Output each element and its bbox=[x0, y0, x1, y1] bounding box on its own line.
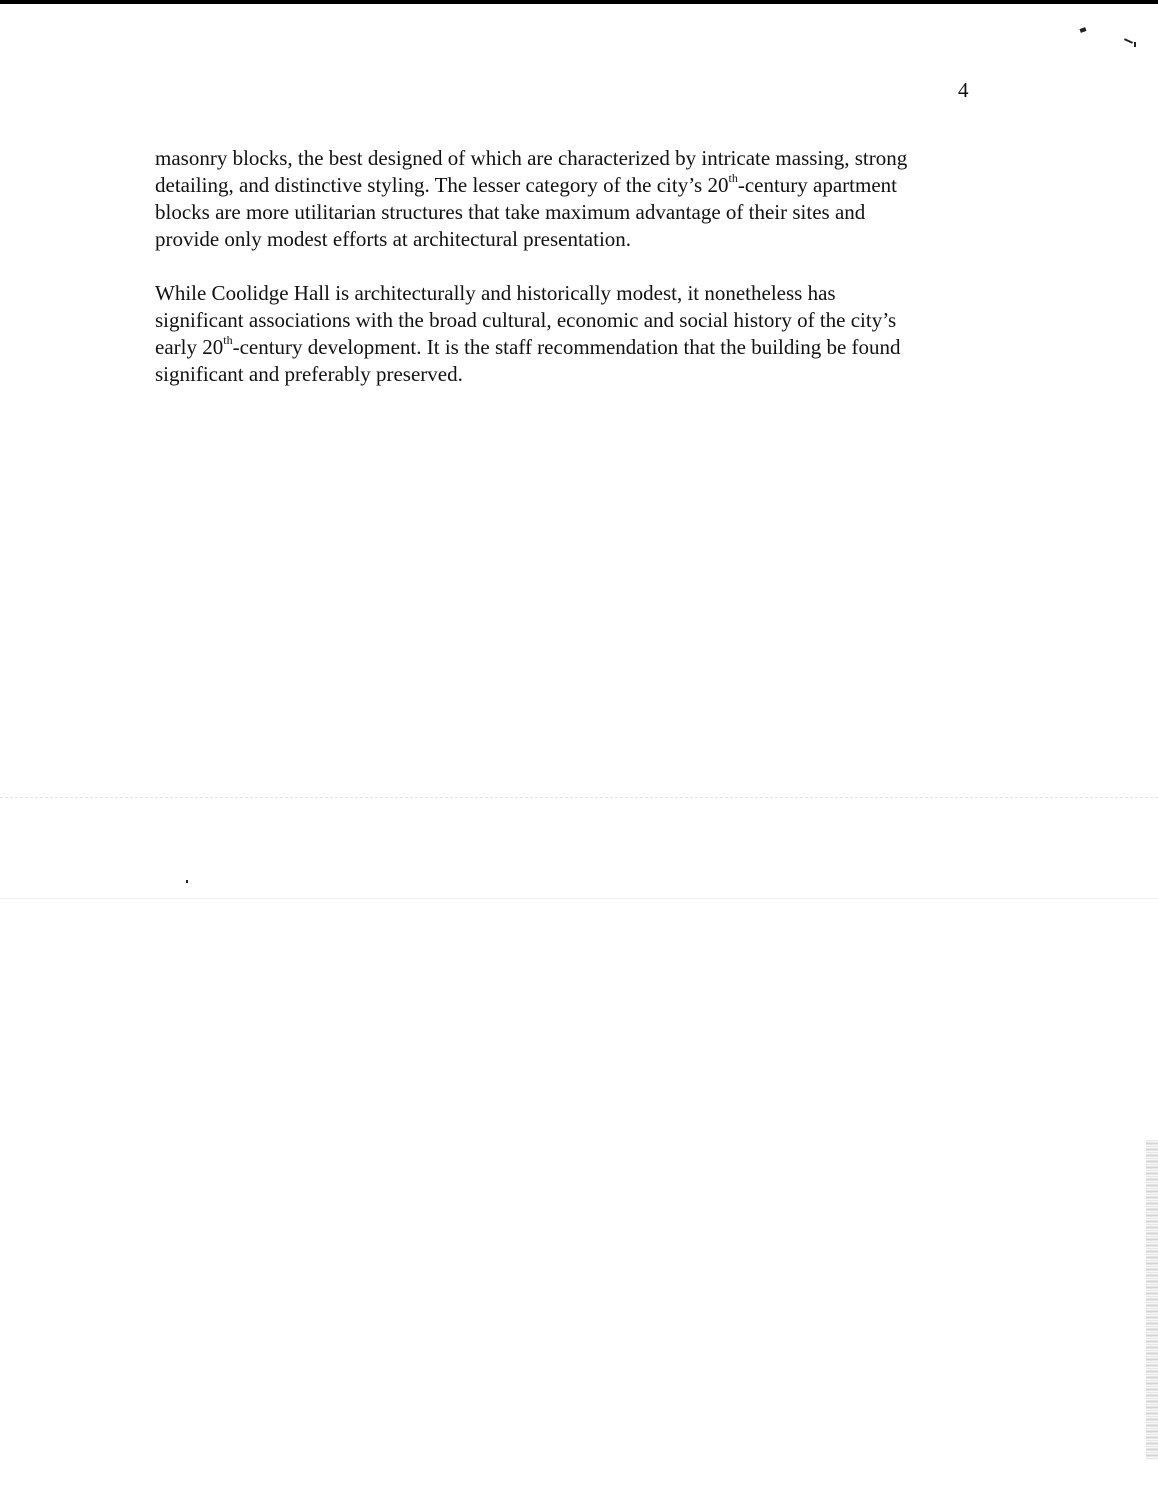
text-run: significant and preferably preserved. bbox=[155, 362, 463, 386]
text-run: significant associations with the broad cultural, economic and social history of the city’s bbox=[155, 308, 897, 332]
text-run: provide only modest efforts at architectural presentation. bbox=[155, 227, 632, 251]
paragraph-2 bbox=[155, 280, 985, 388]
page-number: 4 bbox=[958, 78, 969, 102]
text-line bbox=[155, 361, 985, 388]
scan-top-edge bbox=[0, 0, 1158, 4]
superscript: th bbox=[223, 333, 233, 347]
paragraph-1 bbox=[155, 145, 985, 253]
scan-fold-line bbox=[0, 797, 1158, 798]
scan-fold-line bbox=[0, 898, 1158, 899]
scan-speck bbox=[1079, 27, 1086, 33]
document-body bbox=[155, 145, 985, 415]
scan-speck bbox=[1134, 42, 1136, 47]
text-line bbox=[155, 145, 985, 172]
text-line bbox=[155, 226, 985, 253]
scan-right-edge bbox=[1146, 1140, 1158, 1460]
text-line bbox=[155, 199, 985, 226]
text-run: -century apartment bbox=[737, 173, 897, 197]
scan-speck bbox=[186, 880, 188, 883]
text-run: While Coolidge Hall is architecturally and historically modest, it nonetheless has bbox=[155, 281, 836, 305]
text-line bbox=[155, 280, 985, 307]
text-line bbox=[155, 307, 985, 334]
text-line bbox=[155, 334, 985, 361]
text-run: masonry blocks, the best designed of which are characterized by intricate massing, strong bbox=[155, 146, 908, 170]
scan-speck bbox=[1124, 38, 1133, 44]
text-run: early 20 bbox=[155, 335, 224, 359]
superscript: th bbox=[728, 171, 738, 185]
text-run: detailing, and distinctive styling. The lesser category of the city’s 20 bbox=[155, 173, 729, 197]
text-line bbox=[155, 172, 985, 199]
text-run: blocks are more utilitarian structures that take maximum advantage of their sites and bbox=[155, 200, 866, 224]
text-run: -century development. It is the staff recommendation that the building be found bbox=[232, 335, 901, 359]
